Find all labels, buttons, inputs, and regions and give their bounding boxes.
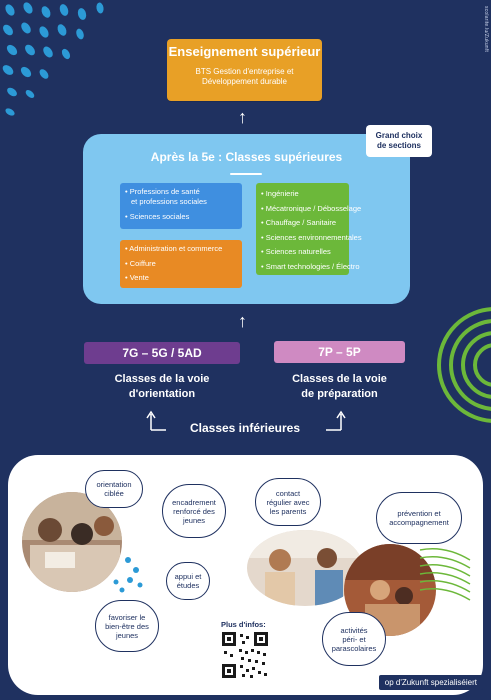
list-item: • Chauffage / Sanitaire (261, 218, 337, 227)
ring-decoration (400, 300, 491, 430)
list-item: • Mécatronique / Débosselage (261, 203, 362, 213)
upper-classes-title: Après la 5e : Classes supérieures (150, 150, 343, 164)
bubble-text: prévention et (397, 509, 441, 518)
bubble-text: jeunes (115, 630, 139, 640)
preparation-label-line2: de préparation (301, 388, 378, 400)
title-underline (230, 173, 262, 175)
bubble-prevention (376, 492, 462, 544)
bubble-encadrement (162, 484, 226, 538)
list-item: • Vente (125, 273, 149, 282)
bubble-text: péri- et (342, 634, 366, 644)
bubble-text: orientation (96, 480, 132, 489)
bubble-text: régulier avec (266, 497, 310, 507)
bubble-text: renforcé des (173, 506, 215, 516)
bubble-text: ciblée (104, 489, 124, 498)
bubble-text: favoriser le (108, 612, 146, 622)
list-item: • Smart technologies / Électro (261, 261, 360, 271)
bubble-text: accompagnement (389, 518, 449, 527)
bubble-orientation (85, 470, 143, 508)
orientation-track-label (84, 372, 240, 402)
list-item: • Coiffure (125, 258, 156, 268)
choice-line2: de sections (376, 141, 421, 150)
bubble-text: activités (340, 625, 368, 635)
list-item: • Sciences environnementales (261, 232, 362, 242)
list-item: • Professions de santé (125, 187, 200, 196)
bubble-text: encadrement (172, 497, 216, 507)
edge-code: scolarite.lu/Zukunft (483, 6, 489, 52)
choice-badge (366, 125, 432, 157)
bubble-text: jeunes (182, 515, 206, 525)
orientation-label-line2: d'orientation (128, 388, 196, 400)
preparation-track-pill: 7P – 5P (274, 341, 405, 363)
more-info-label: Plus d'infos: (221, 620, 266, 629)
list-item: • Administration et commerce (125, 244, 223, 253)
list-item: • Sciences sociales (125, 212, 190, 221)
preparation-track-label (268, 372, 411, 402)
bubble-text: bien-être des (105, 621, 149, 631)
bubble-text: contact (275, 488, 301, 498)
arrow-up-icon: ↑ (238, 107, 247, 127)
commerce-box (120, 240, 242, 288)
higher-education-title: Enseignement supérieur (168, 44, 321, 59)
bubble-activites (322, 612, 386, 666)
orientation-track-pill: 7G – 5G / 5AD (84, 342, 240, 364)
bubble-text: appui et (174, 572, 202, 581)
dot-pattern-decoration (0, 0, 130, 150)
tagline: op d'Zukunft spezialiséiert (379, 675, 483, 690)
list-item: • Sciences naturelles (261, 247, 331, 256)
lower-classes-title: Classes inférieures (189, 421, 301, 435)
bubble-appui (166, 562, 210, 600)
bubble-contact (255, 478, 321, 526)
orientation-label-line1: Classes de la voie (114, 373, 210, 385)
preparation-label-line1: Classes de la voie (292, 373, 387, 385)
higher-education-line1: BTS Gestion d'entreprise et (195, 67, 294, 76)
list-item: • Ingénierie (261, 189, 299, 198)
health-social-box (120, 183, 242, 229)
green-stripe-decoration (415, 540, 475, 620)
bubble-text: parascolaires (331, 643, 377, 653)
choice-line1: Grand choix (375, 131, 423, 140)
list-item: et professions sociales (131, 196, 207, 206)
bubble-bienetre (95, 600, 159, 652)
technical-box (256, 183, 362, 275)
higher-education-line2: Développement durable (202, 77, 287, 86)
qr-code[interactable] (222, 632, 268, 678)
bubble-text: les parents (269, 506, 307, 516)
arrow-up-icon: ↑ (238, 311, 247, 331)
bubble-text: études (176, 581, 200, 590)
higher-education-card (167, 39, 322, 101)
